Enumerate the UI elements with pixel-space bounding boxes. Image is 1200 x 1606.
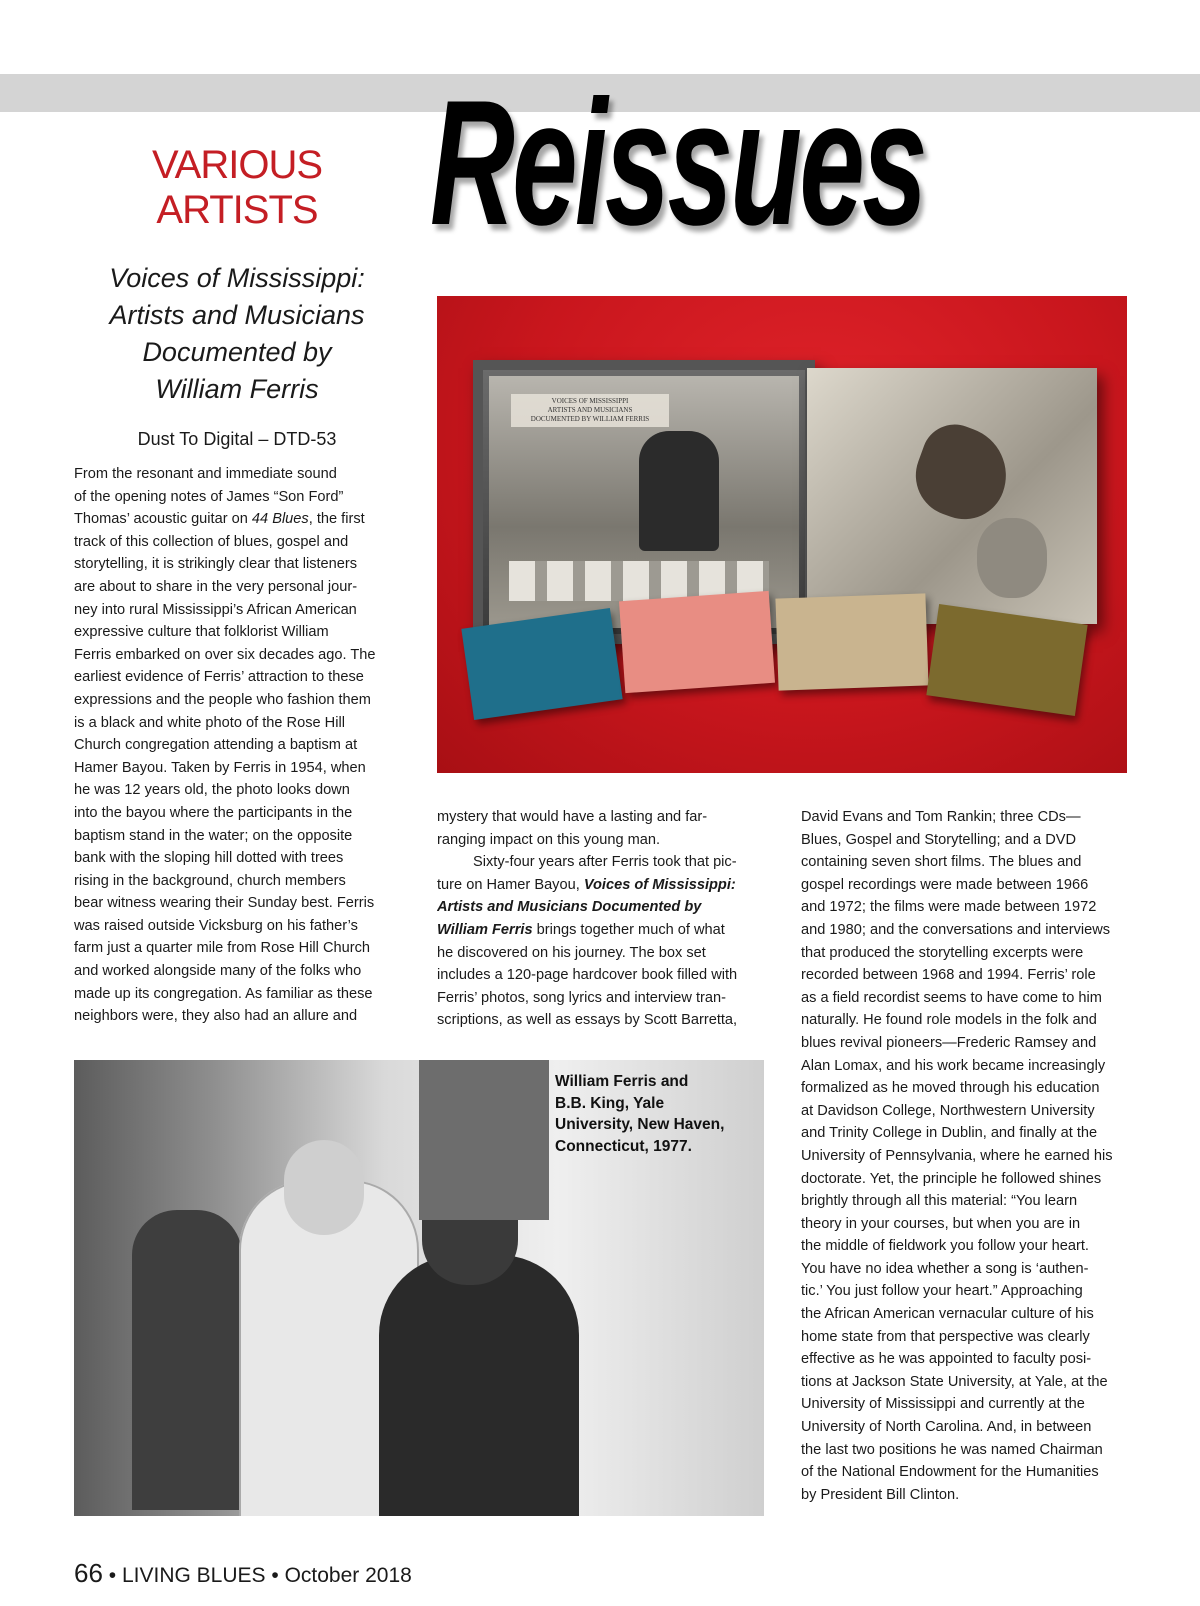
text-line: as a field recordist seems to have come to him <box>801 989 1102 1006</box>
text-line: Ferris’ photos, song lyrics and interview tran- <box>437 989 727 1006</box>
album-title-line: William Ferris <box>155 374 319 404</box>
stone-figure <box>977 518 1047 598</box>
caption-line: University, New Haven, <box>555 1116 725 1133</box>
text-line: gospel recordings were made between 1966 <box>801 876 1089 893</box>
dvd-sleeve <box>926 604 1087 716</box>
text-line: that produced the storytelling excerpts were <box>801 944 1084 961</box>
text-line <box>437 874 763 897</box>
album-title <box>74 260 400 408</box>
text-line: ranging impact on this young man. <box>437 831 661 848</box>
text-line: Hamer Bayou. Taken by Ferris in 1954, when <box>74 759 366 776</box>
text-line: doctorate. Yet, the principle he followed shines <box>801 1170 1102 1187</box>
text-line: recorded between 1968 and 1994. Ferris’ role <box>801 967 1096 984</box>
text-line: David Evans and Tom Rankin; three CDs— <box>801 809 1081 825</box>
text-line: You have no idea whether a song is ‘authen- <box>801 1260 1089 1277</box>
page-number: 66 <box>74 1558 103 1588</box>
box-cover-title-line: VOICES OF MISSISSIPPI <box>551 397 629 405</box>
text-line: rising in the background, church members <box>74 872 346 889</box>
text-line: made up its congregation. As familiar as these <box>74 985 373 1002</box>
text-line: University of Mississippi and currently at the <box>801 1396 1085 1413</box>
album-reference: William Ferris <box>437 921 533 938</box>
text-line: Church congregation attending a baptism at <box>74 737 358 754</box>
bb-king-figure <box>379 1255 579 1516</box>
caption-line: William Ferris and <box>555 1073 689 1090</box>
seated-man-figure <box>639 431 719 551</box>
text-line: University of Pennsylvania, where he earned his <box>801 1147 1113 1164</box>
text-line: of the opening notes of James “Son Ford” <box>74 488 344 505</box>
text-line: brightly through all this material: “You learn <box>801 1193 1078 1210</box>
window-frame <box>419 1060 549 1220</box>
text-run: ture on Hamer Bayou, <box>437 876 584 893</box>
hardcover-book <box>807 368 1097 624</box>
album-reference: Artists and Musicians Documented by <box>437 899 702 916</box>
article-column-1 <box>74 463 400 1028</box>
text-line: bear witness wearing their Sunday best. Ferris <box>74 895 375 912</box>
text-line: theory in your courses, but when you are in <box>801 1215 1081 1232</box>
text-line: baptism stand in the water; on the opposite <box>74 827 353 844</box>
caption-line: B.B. King, Yale <box>555 1094 665 1112</box>
text-line: and 1972; the films were made between 1972 <box>801 899 1097 916</box>
text-line: expressive culture that folklorist William <box>74 624 329 641</box>
text-line: the African American vernacular culture of his <box>801 1306 1094 1323</box>
text-line: are about to share in the very personal jour- <box>74 578 358 595</box>
box-cover-title-line: DOCUMENTED BY WILLIAM FERRIS <box>530 415 650 423</box>
text-line: scriptions, as well as essays by Scott Barretta, <box>437 1012 738 1029</box>
text-line: tic.’ You just follow your heart.” Approaching <box>801 1283 1083 1300</box>
text-line <box>437 896 763 919</box>
text-line: blues revival pioneers—Frederic Ramsey and <box>801 1034 1097 1051</box>
text-run: brings together much of what <box>532 921 725 938</box>
artist-heading <box>74 143 400 233</box>
text-line: containing seven short films. The blues and <box>801 854 1082 871</box>
text-line: tions at Jackson State University, at Yale, at the <box>801 1373 1108 1390</box>
magazine-name: LIVING BLUES <box>121 1564 266 1587</box>
box-cover-title-line: ARTISTS AND MUSICIANS <box>547 406 633 414</box>
artist-line: ARTISTS <box>156 188 318 232</box>
text-line <box>437 919 763 942</box>
text-line: bank with the sloping hill dotted with trees <box>74 850 344 867</box>
album-title-line: Voices of Mississippi: <box>109 263 365 293</box>
text-line: home state from that perspective was clearly <box>801 1328 1090 1345</box>
text-line: earliest evidence of Ferris’ attraction to these <box>74 669 364 686</box>
text-line: at Davidson College, Northwestern University <box>801 1102 1095 1119</box>
page-footer <box>74 1560 412 1589</box>
text-line: the middle of fieldwork you follow your heart. <box>801 1238 1089 1255</box>
record-label: Dust To Digital – DTD-53 <box>137 429 337 449</box>
text-run: Thomas’ acoustic guitar on <box>74 511 252 528</box>
text-line: effective as he was appointed to faculty posi- <box>801 1351 1092 1368</box>
box-set-photo <box>437 296 1127 773</box>
album-title-line: Documented by <box>142 337 332 367</box>
issue-date: October 2018 <box>284 1564 412 1587</box>
text-line: storytelling, it is strikingly clear that listeners <box>74 556 358 573</box>
text-line: naturally. He found role models in the folk and <box>801 1012 1097 1029</box>
song-title: 44 Blues <box>251 511 309 528</box>
text-line: Ferris embarked on over six decades ago. The <box>74 646 376 663</box>
text-line: farm just a quarter mile from Rose Hill Church <box>74 940 371 957</box>
text-line: by President Bill Clinton. <box>801 1486 960 1503</box>
footer-separator: • <box>271 1564 279 1587</box>
text-line: includes a 120-page hardcover book filled with <box>437 967 738 984</box>
box-cover-title <box>511 394 669 427</box>
hand-figure <box>904 415 1019 530</box>
footer-separator: • <box>108 1564 117 1587</box>
photo-caption <box>555 1071 755 1157</box>
text-line: From the resonant and immediate sound <box>74 466 337 482</box>
text-line: ney into rural Mississippi’s African American <box>74 601 357 618</box>
text-line: of the National Endowment for the Humanities <box>801 1464 1099 1481</box>
text-line: and Trinity College in Dublin, and finally at the <box>801 1125 1098 1142</box>
text-run: , the first <box>308 511 365 528</box>
text-line: Alan Lomax, and his work became increasingly <box>801 1057 1106 1074</box>
text-line: Blues, Gospel and Storytelling; and a DVD <box>801 831 1077 848</box>
album-reference: Voices of Mississippi: <box>583 876 736 893</box>
article-column-3 <box>801 806 1127 1506</box>
text-line: was raised outside Vicksburg on his father’s <box>74 917 358 934</box>
section-title: Reissues <box>430 63 925 262</box>
text-line: the last two positions he was named Chairman <box>801 1441 1103 1458</box>
background-man-figure <box>132 1210 242 1510</box>
text-line: mystery that would have a lasting and far- <box>437 809 708 825</box>
cd-sleeve-blues <box>461 608 622 720</box>
cd-sleeve-gospel <box>619 591 775 693</box>
text-line: expressions and the people who fashion them <box>74 691 371 708</box>
text-line: University of North Carolina. And, in between <box>801 1419 1092 1436</box>
album-title-line: Artists and Musicians <box>109 300 365 330</box>
text-line: Sixty-four years after Ferris took that pic- <box>473 854 737 871</box>
text-line: and 1980; and the conversations and interviews <box>801 921 1111 938</box>
text-line: he discovered on his journey. The box set <box>437 944 706 961</box>
text-line: formalized as he moved through his education <box>801 1080 1100 1097</box>
caption-line: Connecticut, 1977. <box>555 1137 692 1155</box>
artist-line: VARIOUS <box>151 143 323 187</box>
text-line <box>74 508 400 531</box>
box-cover-photo <box>489 376 799 628</box>
text-line: and worked alongside many of the folks who <box>74 963 362 980</box>
text-line: he was 12 years old, the photo looks down <box>74 782 350 799</box>
ferris-head <box>284 1140 364 1235</box>
text-line: is a black and white photo of the Rose Hill <box>74 714 345 731</box>
article-column-2 <box>437 806 763 1032</box>
text-line: neighbors were, they also had an allure and <box>74 1008 358 1025</box>
text-line: track of this collection of blues, gospel and <box>74 533 349 550</box>
text-line: into the bayou where the participants in the <box>74 804 353 821</box>
cd-sleeve-storytelling <box>775 593 928 690</box>
